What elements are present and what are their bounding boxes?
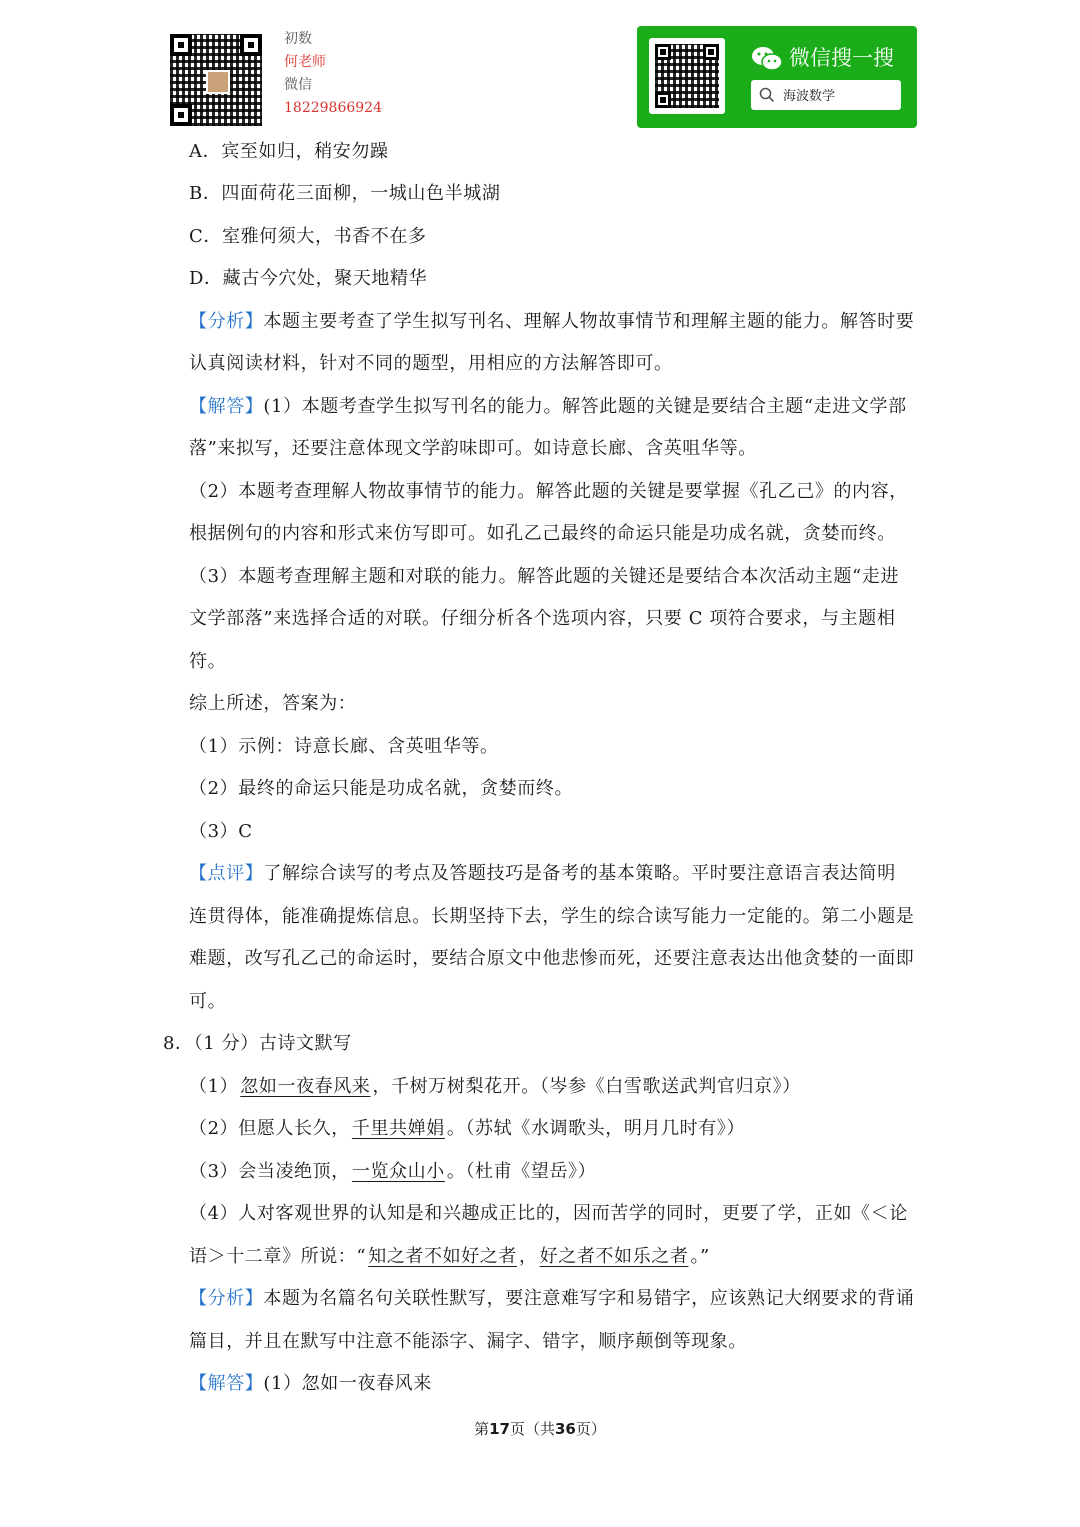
- option-c: C．室雅何须大，书香不在多: [189, 226, 427, 247]
- comment-paragraph: [189, 859, 896, 889]
- option-a: A．宾至如归，稍安勿躁: [189, 141, 389, 162]
- question-8-heading: 8．（1 分）古诗文默写: [163, 1033, 352, 1054]
- item-suffix: 。（杜甫《望岳》）: [446, 1161, 597, 1182]
- answer-tag: 【解答】: [189, 396, 264, 417]
- analysis-line: 认真阅读材料，针对不同的题型，用相应的方法解答即可。: [189, 353, 673, 374]
- analysis-paragraph-2: [189, 1284, 914, 1314]
- answer-item: （3）C: [189, 821, 253, 842]
- footer-prefix: 第: [474, 1420, 490, 1438]
- answer-line: 落”来拟写，还要注意体现文学韵味即可。如诗意长廊、含英咀华等。: [189, 438, 757, 459]
- comment-line: 连贯得体，能准确提炼信息。长期坚持下去，学生的综合读写能力一定能的。第二小题是: [189, 906, 915, 927]
- item-suffix: 。（苏轼《水调歌头，明月几时有》）: [446, 1118, 746, 1139]
- banner-search-box[interactable]: [751, 80, 901, 110]
- question-8-item-3: [189, 1157, 596, 1187]
- item-suffix: ，千树万树梨花开。（岑参《白雪歌送武判官归京》）: [372, 1076, 801, 1097]
- answer-text: (1）忽如一夜春风来: [263, 1373, 432, 1394]
- wechat-logo-icon: [751, 46, 783, 72]
- answer-summary: 综上所述，答案为：: [189, 693, 357, 714]
- contact-label: 微信: [284, 77, 312, 93]
- analysis-paragraph: [189, 307, 914, 337]
- answer-paragraph: [189, 392, 907, 422]
- avatar: [206, 70, 230, 94]
- fill-answer: 千里共婵娟: [351, 1118, 445, 1139]
- question-8-item-4: （4）人对客观世界的认知是和兴趣成正比的，因而苦学的同时，更要了学，正如《＜论: [189, 1203, 908, 1224]
- item-prefix: （3）会当凌绝顶，: [189, 1161, 350, 1182]
- banner-qr-code: [649, 38, 725, 114]
- analysis-line: 篇目，并且在默写中注意不能添字、漏字、错字，顺序颠倒等现象。: [189, 1331, 747, 1352]
- fill-answer: 一览众山小: [351, 1161, 445, 1182]
- item-prefix: （1）: [189, 1076, 239, 1097]
- comment-line: 难题，改写孔乙己的命运时，要结合原文中他悲惨而死，还要注意表达出他贪婪的一面即: [189, 948, 915, 969]
- analysis-text: 本题主要考查了学生拟写刊名、理解人物故事情节和理解主题的能力。解答时要: [263, 311, 915, 332]
- qr-code-image: [170, 34, 262, 126]
- item-prefix: 语＞十二章》所说：“: [189, 1246, 367, 1267]
- answer-line: 文学部落”来选择合适的对联。仔细分析各个选项内容，只要 C 项符合要求，与主题相: [189, 608, 896, 629]
- page-footer: [0, 1418, 1080, 1439]
- item-prefix: （2）但愿人长久，: [189, 1118, 350, 1139]
- question-8-item-2: [189, 1114, 745, 1144]
- comment-line: 可。: [189, 991, 227, 1012]
- search-icon: [759, 87, 775, 103]
- fill-answer: 忽如一夜春风来: [240, 1076, 371, 1097]
- option-b: B．四面荷花三面柳，一城山色半城湖: [189, 183, 501, 204]
- page-total: 36: [555, 1420, 576, 1438]
- answer-line: （3）本题考查理解主题和对联的能力。解答此题的关键还是要结合本次活动主题“走进: [189, 566, 900, 587]
- answer-line: 符。: [189, 651, 227, 672]
- banner-title: 微信搜一搜: [789, 46, 894, 70]
- comment-tag: 【点评】: [189, 863, 264, 884]
- question-8-item-1: [189, 1072, 801, 1102]
- wechat-search-banner[interactable]: [637, 26, 917, 128]
- answer-line: 根据例句的内容和形式来仿写即可。如孔乙己最终的命运只能是功成名就，贪婪而终。: [189, 523, 896, 544]
- analysis-text: 本题为名篇名句关联性默写，要注意难写字和易错字，应该熟记大纲要求的背诵: [263, 1288, 915, 1309]
- answer-paragraph-2: [189, 1369, 432, 1399]
- answer-line: （2）本题考查理解人物故事情节的能力。解答此题的关键是要掌握《孔乙己》的内容，: [189, 481, 908, 502]
- contact-info: [284, 28, 382, 120]
- answer-item: （2）最终的命运只能是功成名就，贪婪而终。: [189, 778, 574, 799]
- item-suffix: 。”: [690, 1246, 710, 1267]
- contact-name: 何老师: [284, 54, 326, 70]
- fill-answer: 好之者不如乐之者: [539, 1246, 689, 1267]
- answer-item: （1）示例：诗意长廊、含英咀华等。: [189, 736, 499, 757]
- fill-answer: 知之者不如好之者: [368, 1246, 518, 1267]
- option-d: D．藏古今穴处，聚天地精华: [189, 268, 428, 289]
- answer-text: (1）本题考查学生拟写刊名的能力。解答此题的关键是要结合主题“走进文学部: [263, 396, 907, 417]
- banner-search-text: 海波数学: [783, 89, 836, 104]
- comment-text: 了解综合读写的考点及答题技巧是备考的基本策略。平时要注意语言表达简明: [263, 863, 896, 884]
- footer-suffix: 页）: [575, 1420, 606, 1438]
- analysis-tag: 【分析】: [189, 1288, 264, 1309]
- answer-tag: 【解答】: [189, 1373, 264, 1394]
- item-separator: ，: [519, 1246, 538, 1267]
- page-number: 17: [489, 1420, 510, 1438]
- footer-middle: 页（共: [509, 1420, 555, 1438]
- contact-subject: 初数: [284, 31, 312, 47]
- contact-phone: 18229866924: [284, 100, 382, 116]
- question-8-item-4-cont: [189, 1242, 710, 1272]
- analysis-tag: 【分析】: [189, 311, 264, 332]
